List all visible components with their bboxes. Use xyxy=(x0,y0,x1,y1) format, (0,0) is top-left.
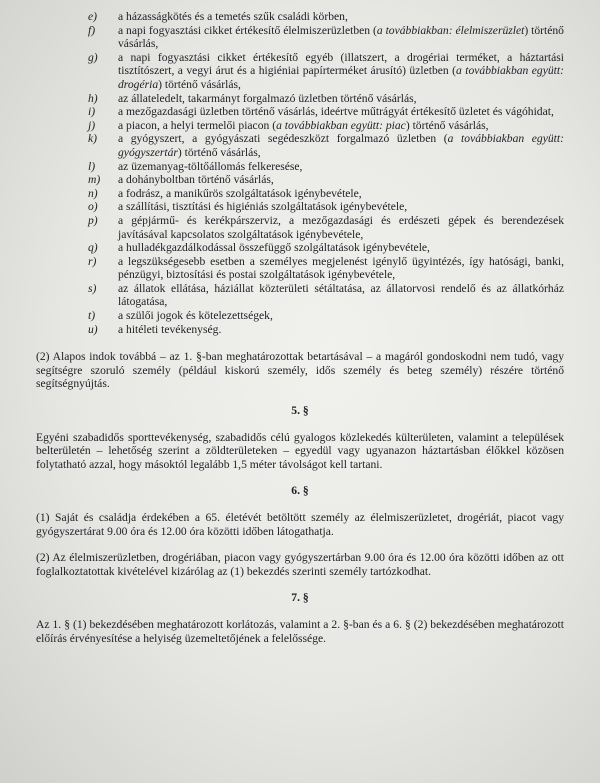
list-item xyxy=(36,214,564,241)
list-item-label: s) xyxy=(88,281,97,295)
list-item-label: k) xyxy=(88,132,98,146)
list-item-text: a legszükségesebb esetben a személyes megjelenést igénylő ügyintézés, így hatósági, banki, pénzügyi, biztosítási és postai szolgáltatások igénybevétele, xyxy=(118,254,564,282)
list-item xyxy=(36,160,564,174)
list-item xyxy=(36,119,564,133)
section-5-text: Egyéni szabadidős sporttevékenység, szabadidős célú gyalogos közlekedés külterületen, valamint a települések belterületén – lehetőség szerint a zöldterületeken – egyedül vagy ugyanazon háztartásban élőkkel közösen folytatható azzal, hogy másoktól legalább 1,5 méter távolságot kell tartani. xyxy=(36,430,564,471)
list-item xyxy=(36,255,564,282)
list-item-text: a házasságkötés és a temetés szűk családi körben, xyxy=(118,10,348,23)
section-6-paragraph-2: (2) Az élelmiszerüzletben, drogériában, piacon vagy gyógyszertárban 9.00 óra és 12.00 óra közötti időben az ott foglalkoztatottak kivételével kizárólag az (1) bekezdés szerinti személy tartózkodhat. xyxy=(36,551,564,578)
list-item-text: az üzemanyag-töltőállomás felkeresése, xyxy=(118,159,303,173)
list-item xyxy=(36,51,564,92)
list-item xyxy=(36,282,564,309)
list-item xyxy=(36,309,564,323)
list-item-text: a hulladékgazdálkodással összefüggő szolgáltatások igénybevétele, xyxy=(118,241,430,255)
list-item-text: a szülői jogok és kötelezettségek, xyxy=(118,309,273,323)
section-7-text: Az 1. § (1) bekezdésében meghatározott korlátozás, valamint a 2. §-ban és a 6. § (2) bekezdésében meghatározott előírás érvényesítése a helyiség üzemeltetőjének a felelőssége. xyxy=(36,617,564,645)
list-item-text: a fodrász, a manikűrös szolgáltatások igénybevétele, xyxy=(118,186,362,200)
list-item-label: e) xyxy=(88,10,98,23)
list-item-text: a napi fogyasztási cikket értékesítő egyéb (illatszert, a drogériai terméket, a háztartási tisztítószert, a vegyi árut és a higiéniai papírterméket árusító) üzletben (a továbbiakban együtt: drogéria) történő vásárlás, xyxy=(118,50,564,91)
item-list xyxy=(36,10,564,336)
list-item-text: a mezőgazdasági üzletben történő vásárlás, ideértve műtrágyát értékesítő üzletet és vágóhidat, xyxy=(118,105,554,119)
section-6-heading: 6. § xyxy=(291,484,309,498)
list-item-text: a dohányboltban történő vásárlás, xyxy=(118,173,274,187)
list-item xyxy=(36,173,564,187)
list-item-text: az állateledelt, takarmányt forgalmazó üzletben történő vásárlás, xyxy=(118,91,417,105)
list-item xyxy=(36,24,564,51)
list-item-text: a gyógyszert, a gyógyászati segédeszközt forgalmazó üzletben (a továbbiakban együtt: gyógyszertár) történő vásárlás, xyxy=(118,132,564,159)
list-item xyxy=(36,200,564,214)
list-item xyxy=(36,241,564,255)
list-item-label: m) xyxy=(88,173,101,187)
section-5-heading: 5. § xyxy=(291,404,309,418)
list-item xyxy=(36,187,564,201)
paragraph-2: (2) Alapos indok továbbá – az 1. §-ban meghatározottak betartásával – a magáról gondoskodni nem tudó, vagy segítségre szoruló személy (például kiskorú személy, idős személy és beteg személy) részére történő segítségnyújtás. xyxy=(36,350,564,391)
list-item-label: o) xyxy=(88,200,98,214)
list-item xyxy=(36,105,564,119)
list-item-text: az állatok ellátása, háziállat közterületi sétáltatása, az állatorvosi rendelő és az állatkórház látogatása, xyxy=(118,281,564,309)
list-item-text: a hitéleti tevékenység. xyxy=(118,322,222,336)
list-item-label: t) xyxy=(88,309,96,323)
list-item-label: u) xyxy=(88,322,98,336)
list-item-text: a szállítási, tisztítási és higiéniás szolgáltatások igénybevétele, xyxy=(118,200,408,214)
list-item xyxy=(36,323,564,337)
list-item-text: a napi fogyasztási cikket értékesítő élelmiszerüzletben (a továbbiakban: élelmiszerüzlet) történő vásárlás, xyxy=(118,23,564,51)
list-item-label: i) xyxy=(88,105,96,119)
list-item-label: l) xyxy=(88,159,96,173)
list-item-label: g) xyxy=(88,50,98,64)
section-6-paragraph-1: (1) Saját és családja érdekében a 65. életévét betöltött személy az élelmiszerüzletet, drogériát, piacot vagy gyógyszertárat 9.00 óra és 12.00 óra közötti időben látogathatja. xyxy=(36,511,564,538)
list-item xyxy=(36,132,564,159)
list-item-text: a piacon, a helyi termelői piacon (a továbbiakban együtt: piac) történő vásárlás, xyxy=(118,118,489,132)
section-7-heading: 7. § xyxy=(291,591,309,605)
list-item-label: p) xyxy=(88,213,98,227)
list-item-label: h) xyxy=(88,91,98,105)
list-item-label: n) xyxy=(88,186,98,200)
list-item-text: a gépjármű- és kerékpárszerviz, a mezőgazdasági és erdészeti gépek és berendezések javításával kapcsolatos szolgáltatások igénybevétele, xyxy=(118,213,564,241)
list-item xyxy=(36,92,564,106)
list-item-label: r) xyxy=(88,254,97,268)
list-item xyxy=(36,10,564,24)
list-item-label: j) xyxy=(88,118,96,132)
list-item-label: f) xyxy=(88,23,96,37)
list-item-label: q) xyxy=(88,241,98,255)
